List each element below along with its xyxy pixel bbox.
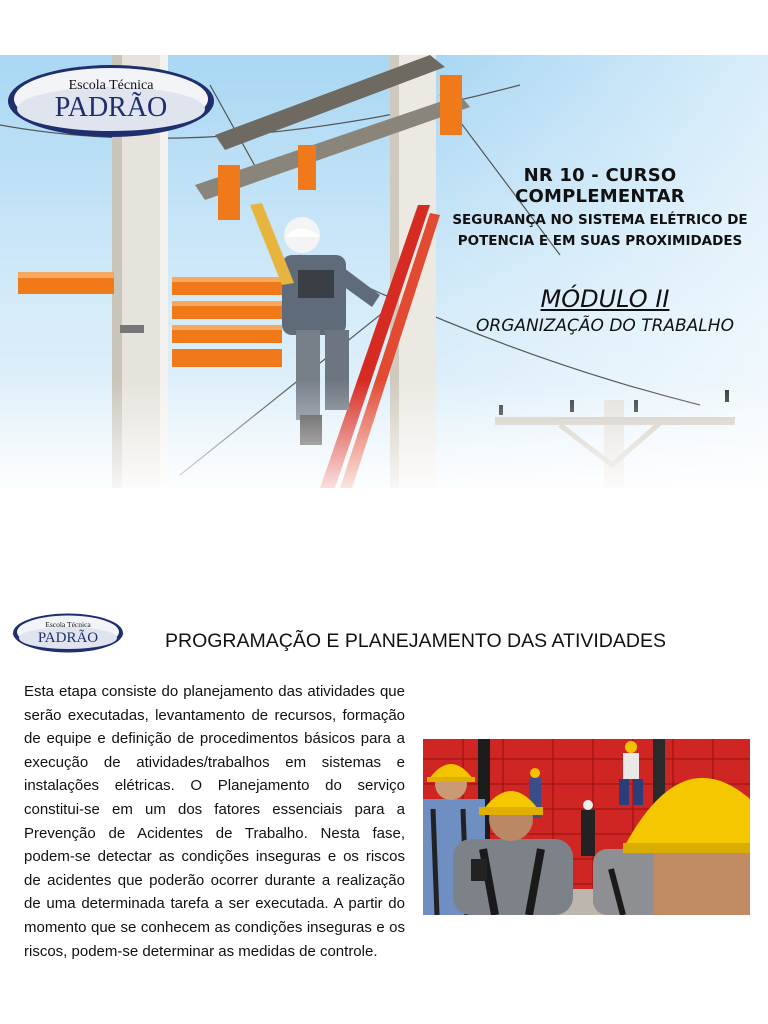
body-paragraph: Esta etapa consiste do planejamento das atividades que serão executadas, levantamento de recursos, formação de equipe e definição de procedimentos básicos para a execução de atividades/trabalhos em sistemas e instalações elétricas. O Planejamento do serviço constitui-se em um dos fatores essenciais para a Prevenção de Acidentes de Trabalho. Nesta fase, podem-se detectar as condições inseguras e os riscos de acidentes que poderão ocorrer durante a realização de uma determinada tarefa a ser executada. A partir do momento que se conhecem as condições inseguras e os riscos, podem-se determinar as medidas de controle.	[24, 683, 405, 960]
module-subtitle: ORGANIZAÇÃO DO TRABALHO	[476, 316, 734, 336]
course-title-block	[440, 165, 760, 252]
content-slide	[0, 600, 768, 1024]
logo-small-line1: Escola Técnica	[45, 620, 91, 629]
logo-small-line2: PADRÃO	[37, 630, 99, 646]
module-block	[470, 285, 740, 336]
school-logo	[6, 61, 216, 139]
course-title: NR 10 - CURSO COMPLEMENTAR	[515, 165, 685, 207]
slide-heading: PROGRAMAÇÃO E PLANEJAMENTO DAS ATIVIDADES	[165, 630, 666, 652]
course-subtitle-line1: SEGURANÇA NO SISTEMA ELÉTRICO DE	[452, 212, 748, 228]
logo-line1: Escola Técnica	[68, 78, 154, 93]
logo-line2: PADRÃO	[54, 92, 168, 123]
school-logo-small	[12, 612, 124, 654]
module-title: MÓDULO II	[540, 285, 670, 313]
course-subtitle-line2: POTENCIA E EM SUAS PROXIMIDADES	[457, 233, 743, 249]
workers-photo	[423, 739, 750, 915]
cover-slide	[0, 55, 768, 488]
